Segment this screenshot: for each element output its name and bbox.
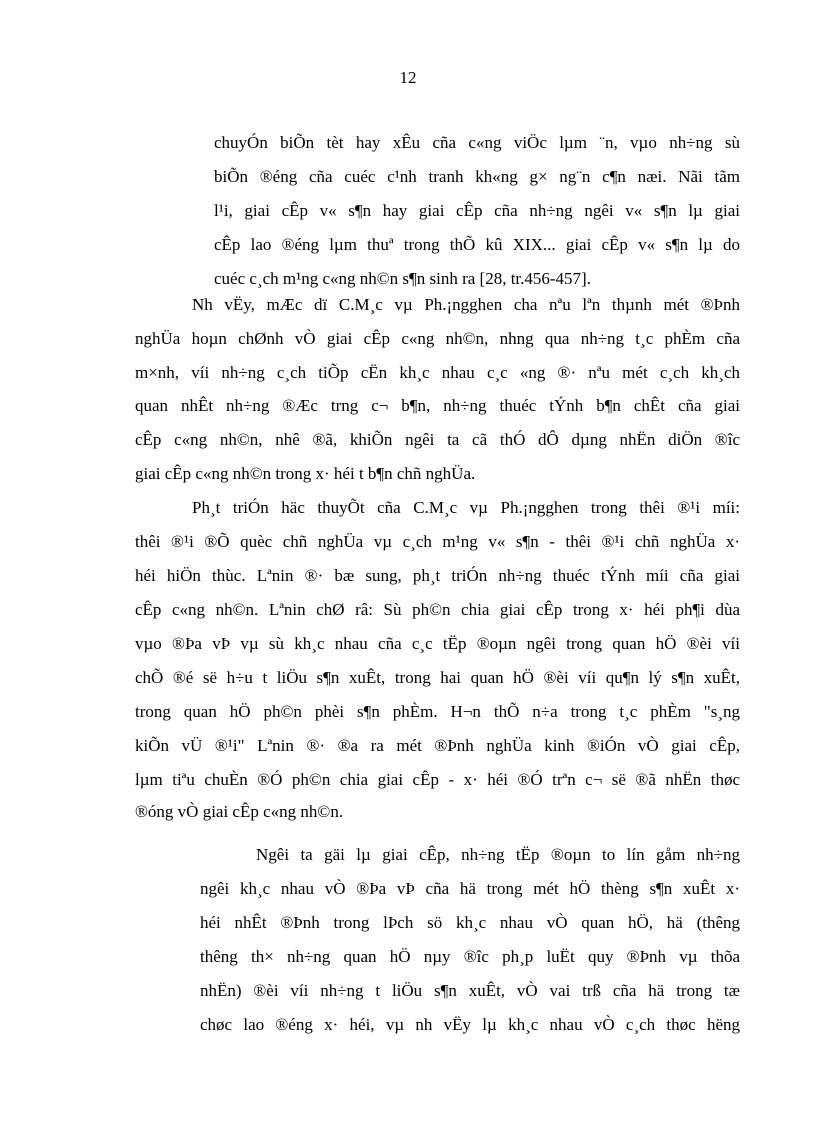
quote1-line: biÕn ®éng cña cuéc c¹nh tranh kh«ng g× ng¨n c¶n næi. Nãi tãm [214,167,740,186]
para1-line: cÊp c«ng nh©n, nhê ®ã, khiÕn ngêi ta cã thÓ dÔ dµng nhËn diÖn ®îc [135,430,740,449]
quote1-line: cuéc c¸ch m¹ng c«ng nh©n s¶n sinh ra [28, tr.456-457]. [214,269,591,288]
para2-line: cÊp c«ng nh©n. Lªnin chØ râ: Sù ph©n chia giai cÊp trong x· héi ph¶i dùa [135,600,740,619]
para2-line: vµo ®Þa vÞ vµ sù kh¸c nhau cña c¸c tËp ®oµn ngêi trong quan hÖ ®èi víi [135,634,740,653]
para2-line: trong quan hÖ ph©n phèi s¶n phÈm. H¬n thÕ n÷a trong t¸c phÈm "s¸ng [135,702,740,721]
para1-line: Nh vËy, mÆc dï C.M¸c vµ Ph.¡ngghen cha nªu lªn thµnh mét ®Þnh [192,295,740,314]
quote1-line: l¹i, giai cÊp v« s¶n hay giai cÊp cña nh÷ng ngêi v« s¶n lµ giai [214,201,740,220]
page-number: 12 [399,68,417,87]
para2-line: lµm tiªu chuÈn ®Ó ph©n chia giai cÊp - x· héi ®Ó trªn c¬ së ®ã nhËn thøc [135,770,740,789]
para1-line: quan nhÊt nh÷ng ®Æc trng c¬ b¶n, nh÷ng thuéc tÝnh b¶n chÊt cña giai [135,396,740,415]
quote2-line: nhËn) ®èi víi nh÷ng t liÖu s¶n xuÊt, vÒ vai trß cña hä trong tæ [200,981,740,1000]
quote1-line: cÊp lao ®éng lµm thuª trong thÕ kû XIX... giai cÊp v« s¶n lµ do [214,235,740,254]
para1-line: nghÜa hoµn chØnh vÒ giai cÊp c«ng nh©n, nhng qua nh÷ng t¸c phÈm cña [135,329,740,348]
para2-line: ®óng vÒ giai cÊp c«ng nh©n. [135,802,344,821]
para2-line: thêi ®¹i ®Õ quèc chñ nghÜa vµ c¸ch m¹ng v« s¶n - thêi ®¹i chñ nghÜa x· [135,532,740,551]
quote1-line: chuyÓn biÕn tèt hay xÊu cña c«ng viÖc lµm ¨n, vµo nh÷ng sù [214,133,740,152]
para2-line: kiÕn vÜ ®¹i" Lªnin ®· ®a ra mét ®Þnh nghÜa kinh ®iÓn vÒ giai cÊp, [135,736,740,755]
para2-line: chÕ ®é së h÷u t liÖu s¶n xuÊt, trong hai quan hÖ ®èi víi qu¶n lý s¶n xuÊt, [135,668,740,687]
quote2-line: chøc lao ®éng x· héi, vµ nh vËy lµ kh¸c nhau vÒ c¸ch thøc hëng [200,1015,740,1034]
quote2-line: Ngêi ta gäi lµ giai cÊp, nh÷ng tËp ®oµn to lín gåm nh÷ng [256,845,740,864]
quote2-line: ngêi kh¸c nhau vÒ ®Þa vÞ cña hä trong mét hÖ thèng s¶n xuÊt x· [200,879,740,898]
quote2-line: héi nhÊt ®Þnh trong lÞch sö kh¸c nhau vÒ quan hÖ, hä (thêng [200,913,740,932]
para1-line: giai cÊp c«ng nh©n trong x· héi t b¶n chñ nghÜa. [135,464,476,483]
para2-line: Ph¸t triÓn häc thuyÕt cña C.M¸c vµ Ph.¡ngghen trong thêi ®¹i míi: [192,498,740,517]
quote2-line: thêng th× nh÷ng quan hÖ nµy ®îc ph¸p luËt quy ®Þnh vµ thõa [200,947,740,966]
para1-line: m×nh, víi nh÷ng c¸ch tiÕp cËn kh¸c nhau c¸c «ng ®· nªu mét c¸ch kh¸ch [135,363,740,382]
para2-line: héi hiÖn thùc. Lªnin ®· bæ sung, ph¸t triÓn nh÷ng thuéc tÝnh míi cña giai [135,566,740,585]
